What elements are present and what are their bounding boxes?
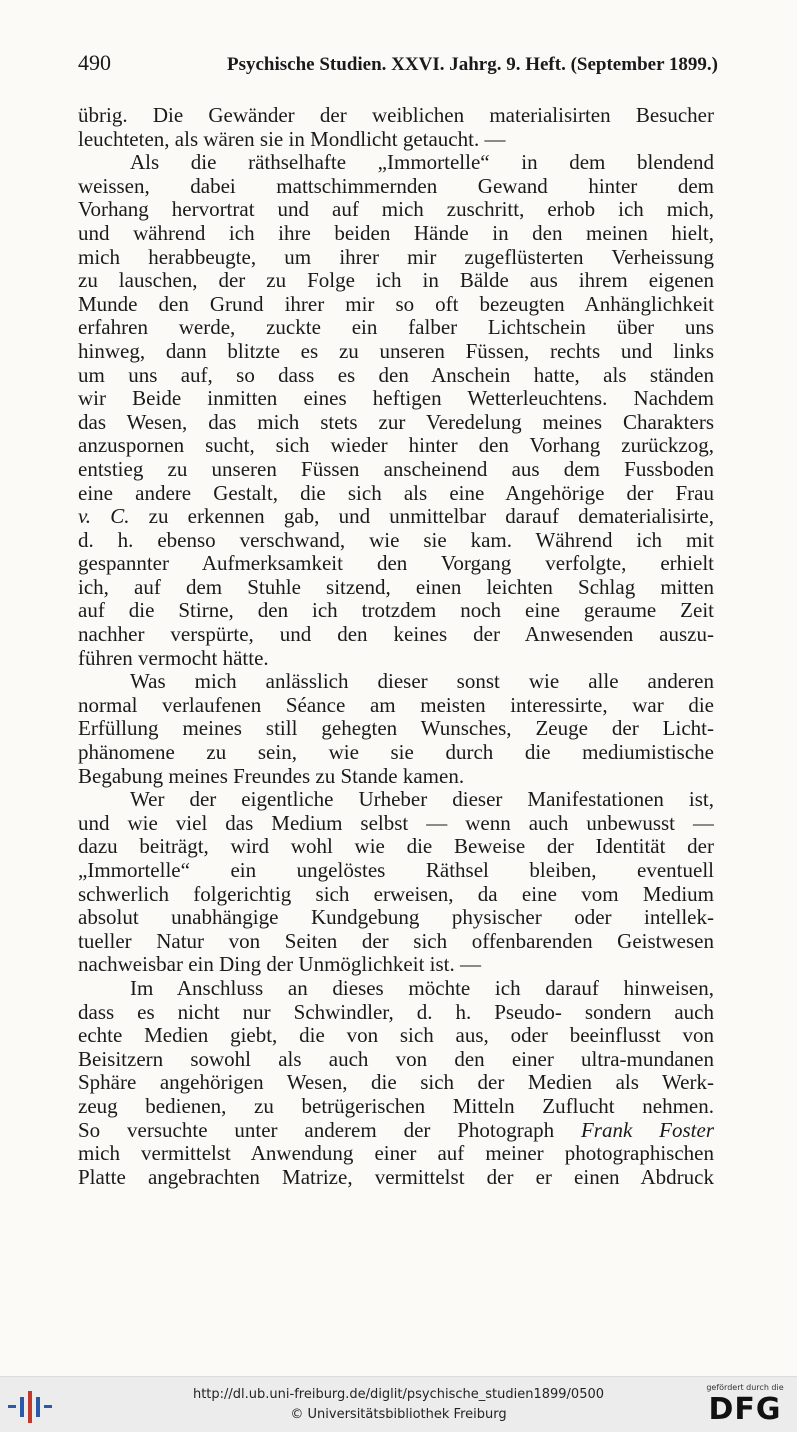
text-line: [78, 859, 714, 883]
text-line: [78, 175, 714, 199]
text-line: [78, 1048, 714, 1072]
text-line: [78, 387, 714, 411]
line-text: wir Beide inmitten eines heftigen Wetterleuchtens. Nachdem: [78, 387, 714, 411]
line-text: entstieg zu unseren Füssen anscheinend aus dem Fussboden: [78, 457, 714, 481]
text-line: [78, 812, 714, 836]
line-text: Platte angebrachten Matrize, vermittelst der er einen Abdruck: [78, 1165, 714, 1189]
text-line: [78, 505, 714, 529]
line-text: weissen, dabei mattschimmernden Gewand hinter dem: [78, 174, 714, 198]
line-text: ich, auf dem Stuhle sitzend, einen leichten Schlag mitten: [78, 575, 714, 599]
running-title: Psychische Studien. XXVI. Jahrg. 9. Heft. (September 1899.): [227, 54, 718, 75]
line-text: normal verlaufenen Séance am meisten interessirte, war die: [78, 693, 714, 717]
text-line: [78, 930, 714, 954]
text-line: [78, 340, 714, 364]
text-line: [78, 482, 714, 506]
text-line: [78, 1142, 714, 1166]
text-line: [78, 458, 714, 482]
text-line: [78, 623, 714, 647]
text-line: [78, 246, 714, 270]
text-line: [78, 694, 714, 718]
line-text: zeug bedienen, zu betrügerischen Mitteln Zuflucht nehmen.: [78, 1094, 714, 1118]
page-number: 490: [78, 50, 111, 75]
body-text: [78, 104, 714, 1189]
line-text: dazu beiträgt, wird wohl wie die Beweise der Identität der: [78, 835, 714, 859]
line-text: Begabung meines Freundes zu Stande kamen.: [78, 764, 465, 788]
text-line: [78, 364, 714, 388]
line-text: erfahren werde, zuckte ein falber Lichtschein über uns: [78, 316, 714, 340]
dfg-sponsor-caption: gefördert durch die: [706, 1383, 784, 1392]
text-line: [78, 576, 714, 600]
dfg-logo-text: DFG: [708, 1392, 782, 1427]
line-text: mich vermittelst Anwendung einer auf meiner photographischen: [78, 1142, 714, 1166]
line-text: dass es nicht nur Schwindler, d. h. Pseudo- sondern auch: [78, 1000, 714, 1024]
line-text: Munde den Grund ihrer mir so oft bezeugten Anhänglichkeit: [78, 292, 714, 316]
line-text: das Wesen, das mich stets zur Veredelung meines Charakters: [78, 410, 714, 434]
text-line: [78, 717, 714, 741]
permalink-url[interactable]: http://dl.ub.uni-freiburg.de/diglit/psychische_studien1899/0500: [192, 1387, 605, 1402]
text-line: [78, 1001, 714, 1025]
line-text: hinweg, dann blitzte es zu unseren Füssen, rechts und links: [78, 339, 714, 363]
line-text: zu lauschen, der zu Folge ich in Bälde aus ihrem eigenen: [78, 269, 714, 293]
viewer-footer: [0, 1376, 797, 1432]
text-line: [78, 670, 714, 694]
text-line: [78, 434, 714, 458]
dfg-logo: [700, 1383, 790, 1427]
text-line: [78, 647, 714, 671]
text-line: [78, 1095, 714, 1119]
line-text: um uns auf, so dass es den Anschein hatte, als ständen: [78, 363, 714, 387]
text-line: [78, 599, 714, 623]
line-text: und wie viel das Medium selbst — wenn auch unbewusst —: [78, 811, 714, 835]
line-text: Beisitzern sowohl als auch von den einer ultra-mundanen: [78, 1047, 714, 1071]
line-text: echte Medien giebt, die von sich aus, oder beeinflusst von: [78, 1024, 714, 1048]
text-line: [78, 104, 714, 128]
text-line: [78, 151, 714, 175]
italic-name: Frank Foster: [580, 1118, 714, 1142]
line-text: absolut unabhängige Kundgebung physischer oder intellek-: [78, 906, 714, 930]
line-text: schwerlich folgerichtig sich erweisen, da eine vom Medium: [78, 882, 714, 906]
text-line: [78, 883, 714, 907]
text-line: [78, 741, 714, 765]
line-text: phänomene zu sein, wie sie durch die mediumistische: [78, 741, 714, 765]
line-text: führen vermocht hätte.: [78, 646, 269, 670]
text-line: [78, 222, 714, 246]
line-text: Wer der eigentliche Urheber dieser Manifestationen ist,: [130, 788, 714, 812]
text-line: [78, 835, 714, 859]
line-text: nachher verspürte, und den keines der Anwesenden auszu-: [78, 623, 714, 647]
italic-name: v. C.: [78, 505, 130, 529]
line-text: übrig. Die Gewänder der weiblichen materialisirten Besucher: [78, 104, 714, 127]
line-text: Im Anschluss an dieses möchte ich darauf hinweisen,: [130, 976, 714, 1000]
text-line: [78, 1119, 714, 1143]
text-line: [78, 529, 714, 553]
text-line: [78, 198, 714, 222]
text-line: [78, 788, 714, 812]
line-text: gespannter Aufmerksamkeit den Vorgang verfolgte, erhielt: [78, 552, 714, 576]
line-text: Als die räthselhafte „Immortelle“ in dem blendend: [130, 151, 714, 175]
line-text: nachweisbar ein Ding der Unmöglichkeit ist. —: [78, 953, 481, 977]
line-text: auf die Stirne, den ich trotzdem noch eine geraume Zeit: [78, 599, 714, 623]
text-line: [78, 977, 714, 1001]
copyright-notice: © Universitätsbibliothek Freiburg: [290, 1407, 507, 1422]
line-text: zu erkennen gab, und unmittelbar darauf dematerialisirte,: [129, 505, 714, 529]
text-line: [78, 316, 714, 340]
line-text: Erfüllung meines still gehegten Wunsches, Zeuge der Licht-: [78, 717, 714, 741]
running-header: [78, 50, 718, 76]
line-text: „Immortelle“ ein ungelöstes Räthsel bleiben, eventuell: [78, 859, 714, 882]
text-line: [78, 765, 714, 789]
line-text: mich herabbeugte, um ihrer mir zugeflüsterten Verheissung: [78, 245, 714, 269]
line-text: anzuspornen sucht, sich wieder hinter den Vorhang zurückzog,: [78, 434, 714, 458]
line-text: leuchteten, als wären sie in Mondlicht getaucht. —: [78, 127, 506, 151]
line-text: eine andere Gestalt, die sich als eine Angehörige der Frau: [78, 481, 714, 505]
text-line: [78, 953, 714, 977]
text-line: [78, 1071, 714, 1095]
text-line: [78, 269, 714, 293]
line-text: Was mich anlässlich dieser sonst wie alle anderen: [130, 670, 714, 694]
text-line: [78, 906, 714, 930]
text-line: [78, 552, 714, 576]
line-text: d. h. ebenso verschwand, wie sie kam. Während ich mit: [78, 528, 714, 552]
text-line: [78, 1024, 714, 1048]
line-text: So versuchte unter anderem der Photograph: [78, 1118, 581, 1142]
text-line: [78, 128, 714, 152]
line-text: tueller Natur von Seiten der sich offenbarenden Geistwesen: [78, 929, 714, 953]
text-line: [78, 1166, 714, 1190]
line-text: und während ich ihre beiden Hände in den meinen hielt,: [78, 221, 714, 245]
text-line: [78, 293, 714, 317]
text-line: [78, 411, 714, 435]
line-text: Vorhang hervortrat und auf mich zuschritt, erhob ich mich,: [78, 198, 714, 222]
line-text: Sphäre angehörigen Wesen, die sich der Medien als Werk-: [78, 1071, 714, 1095]
